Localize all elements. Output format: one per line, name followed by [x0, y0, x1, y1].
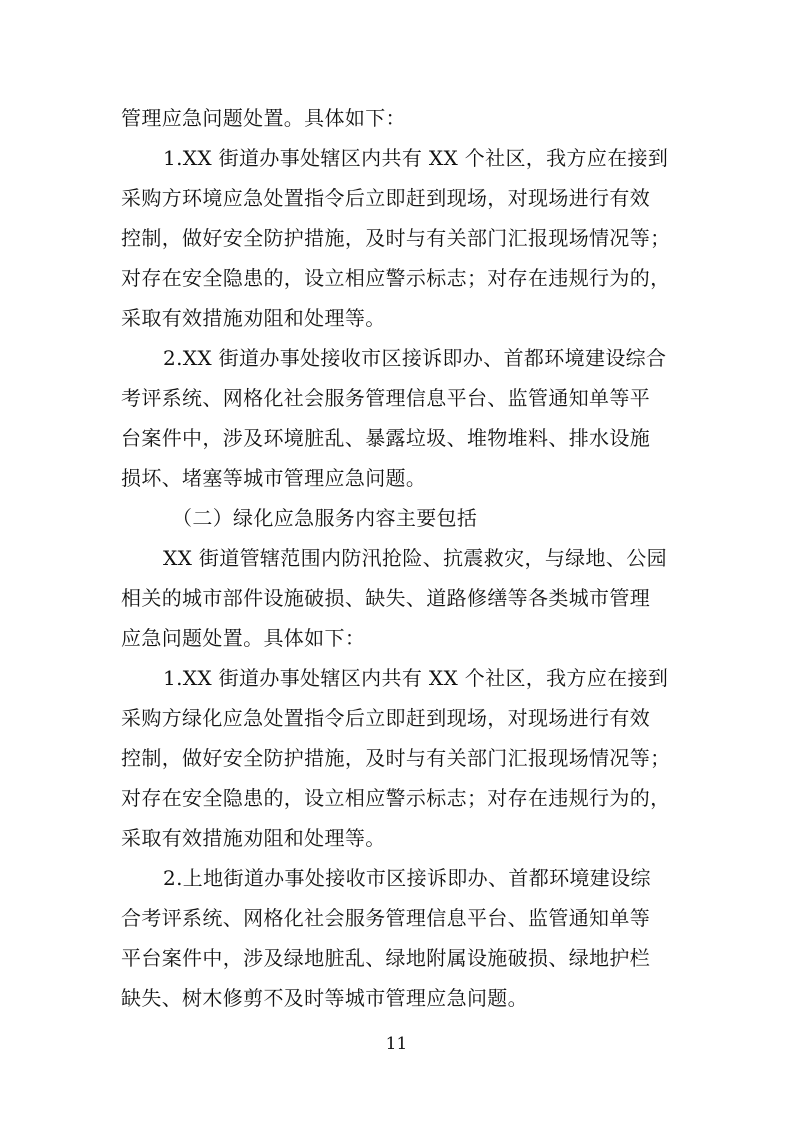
body-line: 应急问题处置。具体如下：	[121, 626, 366, 650]
body-line: 管理应急问题处置。具体如下：	[121, 106, 406, 130]
body-line: 控制，做好安全防护措施，及时与有关部门汇报现场情况等；	[121, 746, 671, 770]
section-heading: （二）绿化应急服务内容主要包括	[172, 506, 478, 530]
paragraph-first-line: XX 街道管辖范围内防汛抢险、抗震救灾，与绿地、公园	[163, 546, 667, 570]
page-number: 11	[385, 1034, 408, 1054]
body-line: 采取有效措施劝阻和处理等。	[121, 306, 386, 330]
body-line: 采购方环境应急处置指令后立即赶到现场，对现场进行有效	[121, 186, 651, 210]
list-item-line: 2.上地街道办事处接收市区接诉即办、首都环境建设综	[163, 866, 651, 890]
document-body	[121, 98, 681, 1018]
body-line: 缺失、树木修剪不及时等城市管理应急问题。	[121, 986, 528, 1010]
body-line: 对存在安全隐患的，设立相应警示标志；对存在违规行为的，	[121, 266, 671, 290]
body-line: 控制，做好安全防护措施，及时与有关部门汇报现场情况等；	[121, 226, 671, 250]
list-item-line: 1.XX 街道办事处辖区内共有 XX 个社区，我方应在接到	[163, 146, 669, 170]
body-line: 损坏、堵塞等城市管理应急问题。	[121, 466, 427, 490]
body-line: 对存在安全隐患的，设立相应警示标志；对存在违规行为的，	[121, 786, 671, 810]
body-line: 采购方绿化应急处置指令后立即赶到现场，对现场进行有效	[121, 706, 651, 730]
body-line: 考评系统、网格化社会服务管理信息平台、监管通知单等平	[121, 386, 651, 410]
list-item-line: 2.XX 街道办事处接收市区接诉即办、首都环境建设综合	[163, 346, 667, 370]
body-line: 平台案件中，涉及绿地脏乱、绿地附属设施破损、绿地护栏	[121, 946, 651, 970]
body-line: 相关的城市部件设施破损、缺失、道路修缮等各类城市管理	[121, 586, 651, 610]
body-line: 采取有效措施劝阻和处理等。	[121, 826, 386, 850]
body-line: 合考评系统、网格化社会服务管理信息平台、监管通知单等	[121, 906, 651, 930]
body-line: 台案件中，涉及环境脏乱、暴露垃圾、堆物堆料、排水设施	[121, 426, 651, 450]
list-item-line: 1.XX 街道办事处辖区内共有 XX 个社区，我方应在接到	[163, 666, 669, 690]
